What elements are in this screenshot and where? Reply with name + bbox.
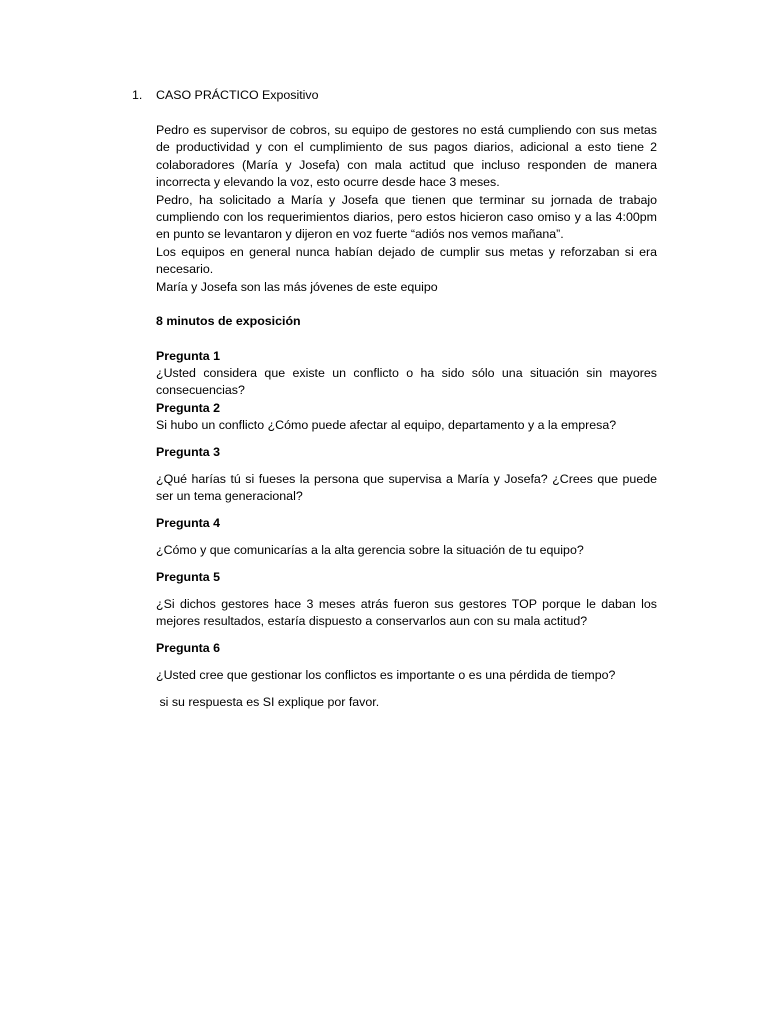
question-label: Pregunta 6 xyxy=(156,641,221,656)
case-paragraph: Los equipos en general nunca habían dejado de cumplir sus metas y reforzaban si era necesario. xyxy=(156,244,657,277)
closing-note: si su respuesta es SI explique por favor. xyxy=(156,695,380,710)
case-paragraph: María y Josefa son las más jóvenes de este equipo xyxy=(156,279,438,294)
question-label: Pregunta 3 xyxy=(156,445,221,460)
question-text: ¿Cómo y que comunicarías a la alta gerencia sobre la situación de tu equipo? xyxy=(156,543,584,558)
case-paragraph: Pedro es supervisor de cobros, su equipo de gestores no está cumpliendo con sus metas de productividad y con el cumplimiento de sus pagos diarios, adicional a esto tiene 2 colaboradores (María y Josefa) con mala actitud que incluso responden de manera incorrecta y elevando la voz, esto ocurre desde hace 3 meses. xyxy=(156,123,657,190)
question-label: Pregunta 2 xyxy=(156,400,221,415)
item-number: 1. xyxy=(132,88,143,102)
question-label: Pregunta 1 xyxy=(156,348,221,363)
exposition-time: 8 minutos de exposición xyxy=(156,313,301,328)
question-text: Si hubo un conflicto ¿Cómo puede afectar al equipo, departamento y a la empresa? xyxy=(156,418,617,433)
heading-title: CASO PRÁCTICO Expositivo xyxy=(156,88,319,102)
question-text: ¿Usted considera que existe un conflicto o ha sido sólo una situación sin mayores consecuencias? xyxy=(156,366,657,398)
question-label: Pregunta 4 xyxy=(156,516,221,531)
question-text: ¿Qué harías tú si fueses la persona que supervisa a María y Josefa? ¿Crees que puede ser un tema generacional? xyxy=(156,472,657,504)
question-label: Pregunta 5 xyxy=(156,570,221,585)
document-body xyxy=(156,122,657,712)
question-text: ¿Usted cree que gestionar los conflictos es importante o es una pérdida de tiempo? xyxy=(156,668,616,683)
case-paragraph: Pedro, ha solicitado a María y Josefa que tienen que terminar su jornada de trabajo cumpliendo con los requerimientos diarios, pero estos hicieron caso omiso y a las 4:00pm en punto se levantaron y dijeron en voz fuerte “adiós nos vemos mañana”. xyxy=(156,192,657,242)
question-text: ¿Si dichos gestores hace 3 meses atrás fueron sus gestores TOP porque le daban los mejores resultados, estaría dispuesto a conservarlos aun con su mala actitud? xyxy=(156,597,657,629)
case-heading xyxy=(132,87,319,104)
